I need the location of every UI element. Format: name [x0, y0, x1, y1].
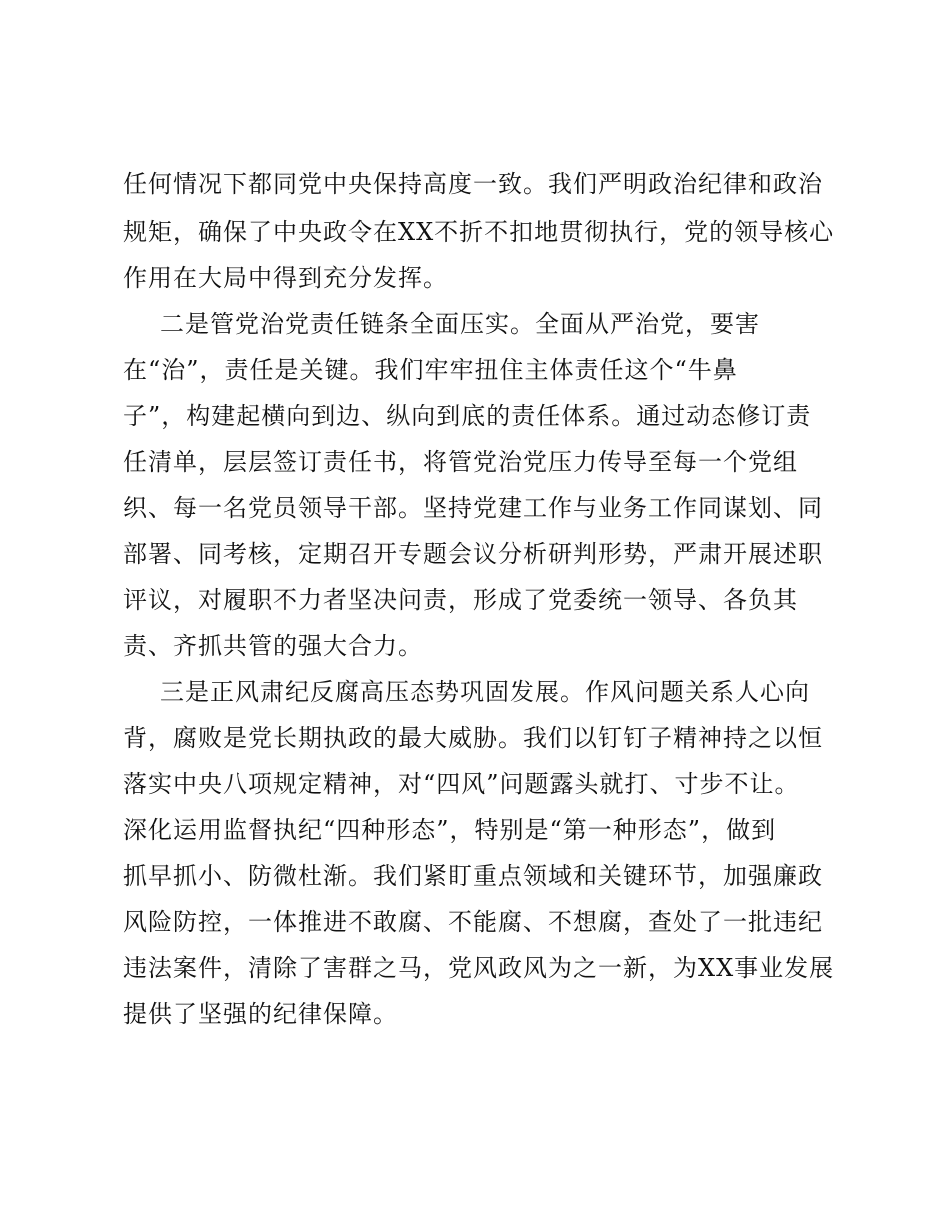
- text-line: 规矩，确保了中央政令在XX不折不扣地贯彻执行，党的领导核心: [123, 218, 835, 246]
- text-line: 责、齐抓共管的强大合力。: [123, 632, 423, 660]
- text-line: 抓早抓小、防微杜渐。我们紧盯重点领域和关键环节，加强廉政: [123, 862, 823, 890]
- text-line: 部署、同考核，定期召开专题会议分析研判形势，严肃开展述职: [123, 540, 823, 568]
- text-line: 风险防控，一体推进不敢腐、不能腐、不想腐，查处了一批违纪: [123, 908, 823, 936]
- text-line: 任何情况下都同党中央保持高度一致。我们严明政治纪律和政治: [123, 170, 823, 198]
- text-line: 背，腐败是党长期执政的最大威胁。我们以钉钉子精神持之以恒: [123, 724, 823, 752]
- paragraph-heading-line: 二是管党治党责任链条全面压实。全面从严治党，要害: [160, 310, 760, 338]
- text-line: 织、每一名党员领导干部。坚持党建工作与业务工作同谋划、同: [123, 494, 823, 522]
- text-line: 提供了坚强的纪律保障。: [123, 1000, 398, 1028]
- text-line: 落实中央八项规定精神，对“四风”问题露头就打、寸步不让。: [123, 770, 800, 798]
- text-line: 违法案件，清除了害群之马，党风政风为之一新，为XX事业发展: [123, 954, 835, 982]
- text-line: 在“治”，责任是关键。我们牢牢扭住主体责任这个“牛鼻: [123, 356, 738, 384]
- text-line: 深化运用监督执纪“四种形态”，特别是“第一种形态”，做到: [123, 816, 777, 844]
- text-line: 任清单，层层签订责任书，将管党治党压力传导至每一个党组: [123, 448, 798, 476]
- text-line: 评议，对履职不力者坚决问责，形成了党委统一领导、各负其: [123, 586, 798, 614]
- paragraph-heading-line: 三是正风肃纪反腐高压态势巩固发展。作风问题关系人心向: [160, 678, 810, 706]
- text-line: 作用在大局中得到充分发挥。: [123, 264, 448, 292]
- text-line: 子”，构建起横向到边、纵向到底的责任体系。通过动态修订责: [123, 402, 812, 430]
